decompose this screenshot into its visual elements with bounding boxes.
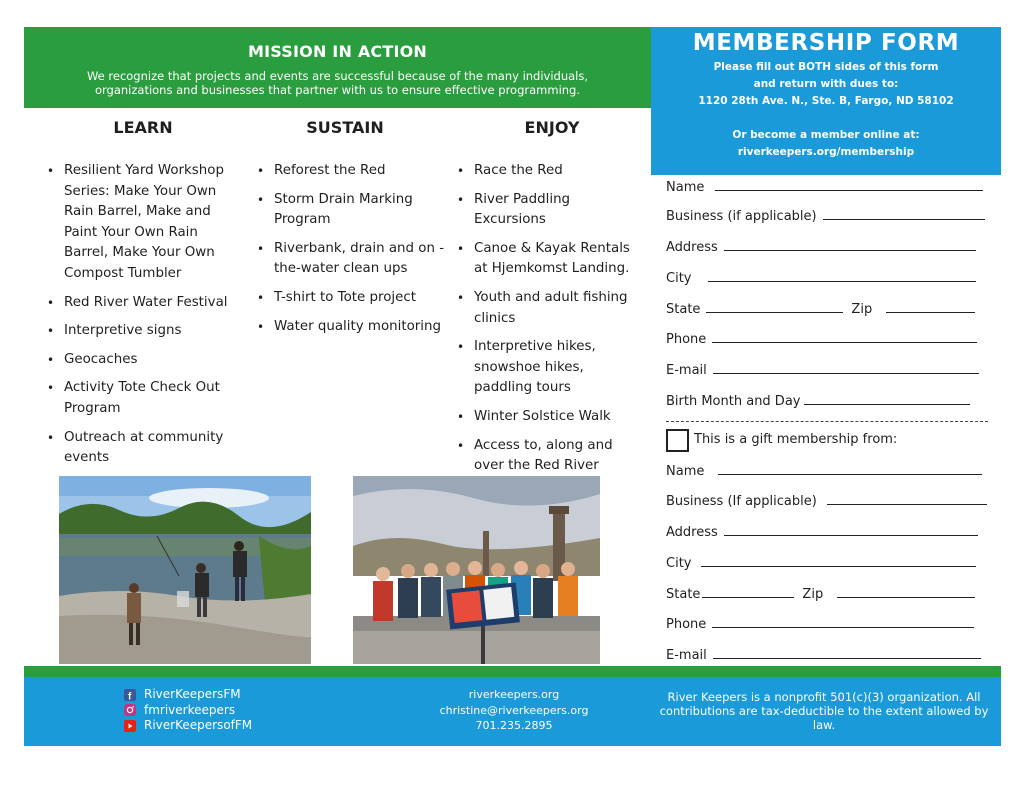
form-business-row (666, 209, 985, 224)
youtube-icon (124, 720, 136, 732)
sustain-heading: SUSTAIN (306, 118, 384, 137)
email-link[interactable]: christine@riverkeepers.org (439, 703, 589, 717)
list-item: • Storm Drain Marking Program (257, 191, 413, 228)
website-link[interactable]: riverkeepers.org (468, 688, 560, 701)
list-item: • Winter Solstice Walk (457, 408, 611, 424)
gift-state-field[interactable] (702, 597, 794, 598)
list-item: • Water quality monitoring (257, 318, 442, 334)
form-birth-label: Birth Month and Day (666, 394, 801, 409)
phone-field[interactable] (712, 342, 977, 343)
membership-instruction-1: Please fill out BOTH sides of this form (713, 61, 939, 73)
gift-state-label: State (666, 587, 701, 602)
list-item: • Interpretive hikes, snowshoe hikes, paddling tours (457, 339, 596, 396)
gift-city-row (666, 556, 976, 571)
form-address-row (666, 240, 976, 255)
gift-business-row (666, 494, 987, 509)
nonprofit-statement: River Keepers is a nonprofit 501(c)(3) organization. All contributions are tax-deductible to the extent allowed by law. (659, 690, 989, 732)
membership-header (651, 27, 1001, 175)
form-email-row (666, 363, 979, 378)
gift-zip-field[interactable] (837, 597, 975, 598)
form-name-row (666, 180, 983, 195)
gift-address-field[interactable] (724, 535, 978, 536)
address-field[interactable] (724, 250, 976, 251)
list-item: • T-shirt to Tote project (257, 289, 416, 305)
list-item: • Interpretive signs (47, 323, 182, 339)
form-business-label: Business (if applicable) (666, 209, 817, 224)
membership-instruction-2: and return with dues to: (753, 78, 899, 90)
instagram-icon (124, 704, 136, 716)
gift-business-label: Business (If applicable) (666, 494, 817, 509)
form-state-zip-row (666, 302, 975, 317)
river-fishing-photo (59, 476, 311, 664)
sustain-column (256, 118, 446, 345)
form-phone-row (666, 332, 977, 347)
state-field[interactable] (706, 312, 843, 313)
svg-text:f: f (128, 691, 132, 701)
mission-title: MISSION IN ACTION (247, 42, 428, 61)
form-address-label: Address (666, 240, 718, 255)
gift-membership-checkbox[interactable] (666, 429, 689, 452)
enjoy-column (456, 118, 646, 485)
gift-zip-label: Zip (802, 587, 824, 602)
gift-name-row (666, 464, 982, 479)
membership-online-link[interactable]: riverkeepers.org/membership (737, 146, 915, 158)
contact-info (434, 687, 594, 734)
instagram-link[interactable]: fmriverkeepers (144, 702, 236, 717)
gift-address-row (666, 525, 978, 540)
list-item: • Geocaches (47, 351, 138, 367)
form-city-label: City (666, 271, 692, 286)
membership-title: MEMBERSHIP FORM (692, 30, 960, 56)
email-field[interactable] (713, 373, 979, 374)
gift-phone-field[interactable] (712, 627, 974, 628)
footer (24, 677, 1001, 746)
name-field[interactable] (715, 190, 983, 191)
membership-mailing-address: 1120 28th Ave. N., Ste. B, Fargo, ND 58102 (698, 95, 954, 107)
gift-email-field[interactable] (713, 658, 981, 659)
gift-state-zip-row (666, 587, 975, 602)
form-email-label: E-mail (666, 363, 707, 378)
footer-green-strip (24, 666, 1001, 677)
gift-phone-row (666, 617, 974, 632)
list-item: • Canoe & Kayak Rentals at Hjemkomst Landing. (457, 240, 630, 277)
business-field[interactable] (823, 219, 985, 220)
gift-email-row (666, 648, 981, 663)
list-item: • Red River Water Festival (47, 294, 228, 310)
form-divider (666, 421, 988, 422)
zip-field[interactable] (886, 312, 975, 313)
city-field[interactable] (708, 281, 976, 282)
birth-field[interactable] (804, 404, 970, 405)
social-links (124, 687, 252, 734)
list-item: • Outreach at community events (47, 429, 224, 466)
form-birth-row (666, 394, 970, 409)
form-state-label: State (666, 302, 701, 317)
group-interpretive-sign-photo (353, 476, 600, 664)
mission-text: We recognize that projects and events are successful because of the many individuals, organizations and businesses that partner with us to ensure effective programming. (86, 69, 589, 97)
list-item: • Youth and adult fishing clinics (457, 289, 628, 326)
gift-city-label: City (666, 556, 692, 571)
learn-column (46, 118, 246, 477)
list-item: • Access to, along and over the Red River (457, 437, 613, 474)
list-item: • Resilient Yard Workshop Series: Make Your Own Rain Barrel, Make and Paint Your Own Rain Barrel, Make Your Own Compost Tumbler (47, 163, 224, 281)
gift-address-label: Address (666, 525, 718, 540)
form-name-label: Name (666, 180, 705, 195)
gift-business-field[interactable] (827, 504, 987, 505)
facebook-link[interactable]: RiverKeepersFM (144, 687, 241, 701)
membership-online-label: Or become a member online at: (732, 129, 920, 141)
list-item: • River Paddling Excursions (457, 191, 571, 228)
gift-membership-label: This is a gift membership from: (694, 432, 898, 447)
gift-name-label: Name (666, 464, 705, 479)
list-item: • Reforest the Red (257, 163, 386, 178)
form-zip-label: Zip (851, 302, 873, 317)
gift-city-field[interactable] (701, 566, 976, 567)
youtube-link[interactable]: RiverKeepersofFM (144, 718, 253, 732)
facebook-icon (124, 689, 136, 701)
mission-banner (24, 27, 651, 108)
form-phone-label: Phone (666, 332, 707, 347)
list-item: • Activity Tote Check Out Program (47, 380, 220, 416)
form-city-row (666, 271, 976, 286)
learn-heading: LEARN (113, 118, 173, 137)
list-item: • Race the Red (457, 163, 563, 178)
gift-phone-label: Phone (666, 617, 707, 632)
enjoy-heading: ENJOY (524, 118, 580, 137)
gift-name-field[interactable] (718, 474, 982, 475)
gift-email-label: E-mail (666, 648, 707, 663)
phone-number: 701.235.2895 (475, 719, 553, 732)
list-item: • Riverbank, drain and on -the-water clean ups (257, 240, 445, 277)
